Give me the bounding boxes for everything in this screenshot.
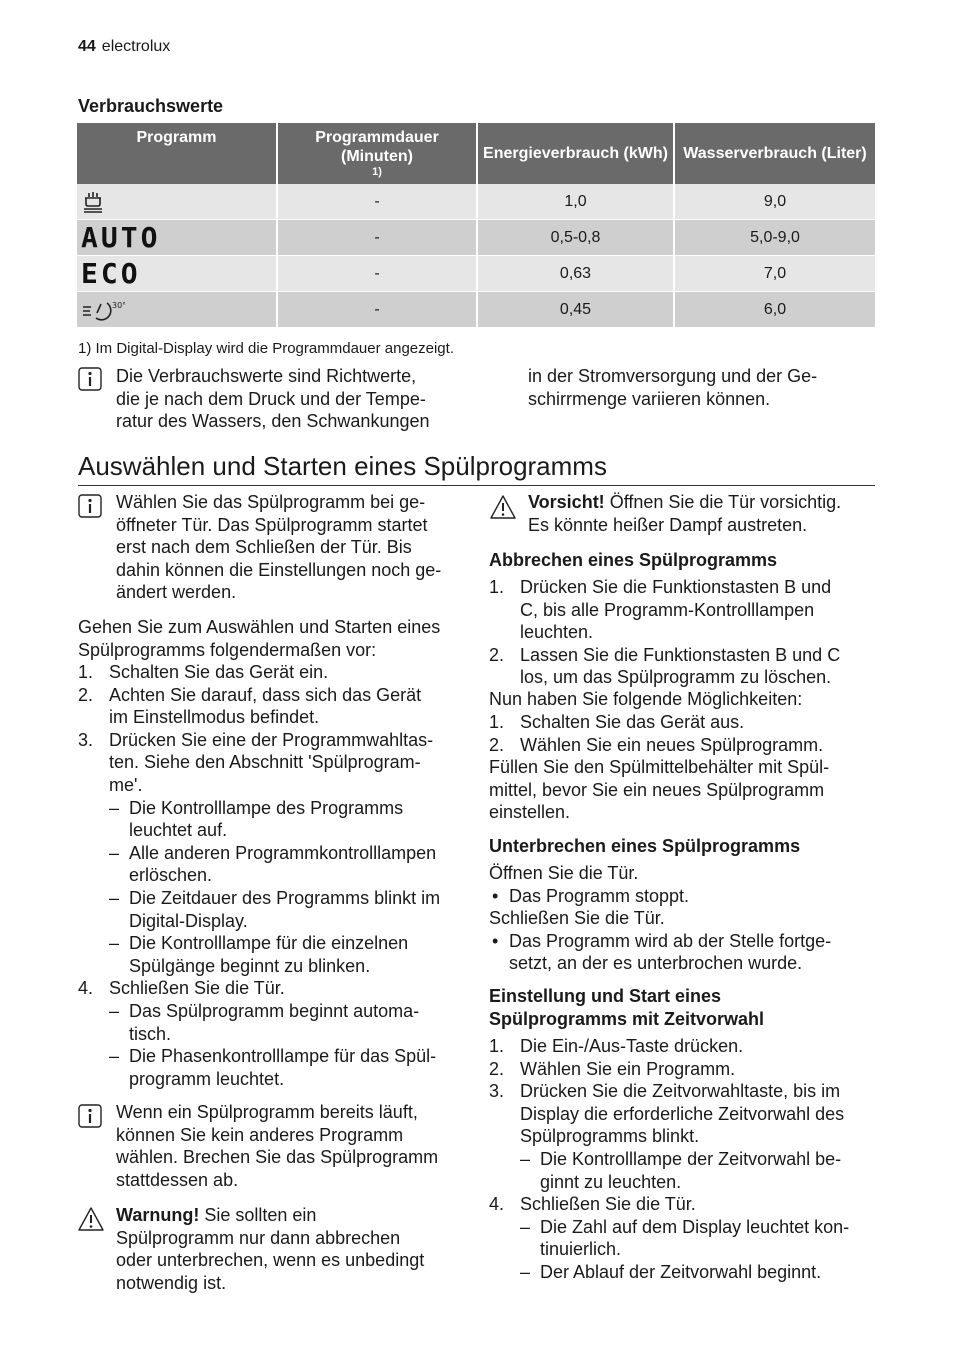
text-line: stattdessen ab.: [116, 1169, 239, 1190]
text-line: Das Programm stoppt.: [509, 885, 690, 906]
list-item-text: [509, 930, 831, 975]
text-line: leuchtet auf.: [129, 820, 228, 841]
column-header: Programm: [77, 123, 277, 184]
list-item-text: [129, 797, 403, 842]
consumption-info-right: [528, 365, 817, 410]
table-footnote: 1) Im Digital-Display wird die Programmdauer angezeigt.: [78, 340, 454, 357]
intensive-pot-icon: [81, 190, 105, 214]
text-line: Die Kontrolllampe für die einzelnen: [129, 933, 409, 954]
text-line: Der Ablauf der Zeitvorwahl beginnt.: [540, 1262, 822, 1282]
text-line: Spülprogramms folgendermaßen vor:: [78, 639, 377, 660]
program-label: ECO: [81, 257, 141, 290]
list-item-text: [489, 907, 665, 930]
table-header-row: [77, 123, 875, 184]
text-line: Die Ein-/Aus-Taste drücken.: [520, 1036, 744, 1056]
footnote-marker: 1): [372, 166, 382, 178]
list-item-text: [109, 729, 433, 797]
list-marker: 1.: [489, 1036, 505, 1056]
text-line: erst nach dem Schließen der Tür. Bis: [116, 537, 412, 558]
column-header: Energieverbrauch (kWh): [477, 123, 674, 184]
text-line: Füllen Sie den Spülmittelbehälter mit Spül-: [489, 757, 830, 777]
list-marker: –: [109, 933, 120, 954]
list-item-text: [109, 977, 285, 1000]
cancel-after-text: [489, 756, 829, 824]
list-item-text: [520, 1193, 696, 1216]
text-line: Spülprogramms blinkt.: [520, 1126, 700, 1147]
consumption-table: [77, 123, 875, 328]
text-line: Die Zeitdauer des Programms blinkt im: [129, 888, 441, 908]
list-marker: •: [492, 930, 499, 951]
quick-30-icon: [81, 298, 125, 322]
water-cell: 9,0: [674, 184, 875, 220]
text-line: in der Stromversorgung und der Ge-: [528, 366, 818, 386]
list-marker: 1.: [489, 577, 505, 597]
text-line: Gehen Sie zum Auswählen und Starten eines: [78, 617, 441, 637]
list-item-text: [520, 576, 831, 644]
text-line: Wählen Sie ein neues Spülprogramm.: [520, 734, 824, 755]
text-line: können Sie kein anderes Programm: [116, 1124, 404, 1145]
text-line: Drücken Sie die Funktionstasten B und: [520, 577, 832, 597]
list-marker: 3.: [78, 729, 94, 750]
list-item-text: [109, 661, 328, 684]
caution-icon: [489, 494, 517, 520]
list-marker: 2.: [78, 684, 94, 705]
list-marker: –: [109, 1001, 120, 1021]
list-marker: –: [109, 797, 120, 818]
column-header: [277, 123, 477, 184]
list-item-text: [129, 842, 436, 887]
list-item-text: [520, 1058, 735, 1081]
text-line: [528, 491, 841, 514]
warning-note: [116, 1204, 424, 1294]
list-item-text: [540, 1216, 849, 1261]
program-cell: [77, 220, 277, 256]
text-line: Digital-Display.: [129, 910, 248, 931]
list-item-text: [489, 862, 638, 885]
list-marker: 2.: [489, 734, 505, 755]
info-icon: [78, 367, 102, 391]
table-row: [77, 220, 875, 256]
list-marker: 2.: [489, 644, 505, 665]
duration-cell: -: [277, 256, 477, 292]
caution-note: [528, 491, 841, 536]
list-item-text: [520, 1035, 743, 1058]
text-line: C, bis alle Programm-Kontrolllampen: [520, 599, 815, 620]
column-header-label: Programmdauer (Minuten): [315, 129, 439, 165]
text-line: programm leuchtet.: [129, 1068, 285, 1089]
text-line: Spülgänge beginnt zu blinken.: [129, 955, 371, 976]
program-cell: [77, 256, 277, 292]
text-line: Die Kontrolllampe des Programms: [129, 797, 404, 818]
text-line: oder unterbrechen, wenn es unbedingt: [116, 1250, 425, 1271]
caution-label: Vorsicht!: [528, 492, 605, 512]
svg-text:30°: 30°: [112, 300, 125, 310]
list-marker: –: [109, 1046, 120, 1067]
interrupt-heading: Unterbrechen eines Spülprogramms: [489, 836, 801, 856]
warning-label: Warnung!: [116, 1205, 200, 1225]
list-item-text: [509, 885, 689, 908]
table-row: [77, 184, 875, 220]
text-line: Spülprogramm nur dann abbrechen: [116, 1227, 401, 1248]
delay-heading: [489, 985, 764, 1030]
energy-cell: 1,0: [477, 184, 674, 220]
warning-icon: [77, 1206, 105, 1232]
select-intro: [78, 616, 440, 661]
text-line: einstellen.: [489, 802, 571, 823]
select-info: [116, 491, 441, 604]
consumption-title: Verbrauchswerte: [78, 96, 224, 116]
list-marker: –: [520, 1216, 531, 1237]
list-marker: 4.: [489, 1194, 505, 1215]
text-line: Schalten Sie das Gerät ein.: [109, 662, 329, 682]
list-marker: 4.: [78, 978, 94, 999]
program-cell: [77, 292, 277, 328]
text-line: Lassen Sie die Funktionstasten B und C: [520, 644, 841, 665]
list-marker: •: [492, 885, 499, 906]
text-line: Wählen Sie ein Programm.: [520, 1058, 736, 1079]
text-line: Alle anderen Programmkontrolllampen: [129, 842, 437, 863]
divider: [78, 485, 875, 486]
duration-cell: -: [277, 184, 477, 220]
list-item-text: [540, 1148, 841, 1193]
text-line: mittel, bevor Sie ein neues Spülprogramm: [489, 779, 825, 800]
text-line: Schließen Sie die Tür.: [520, 1194, 696, 1215]
text-line: [116, 1204, 424, 1227]
program-cell: [77, 184, 277, 220]
text-line: Die Phasenkontrolllampe für das Spül-: [129, 1046, 437, 1067]
text-line: Öffnen Sie die Tür.: [489, 863, 639, 883]
text-line: ginnt zu leuchten.: [540, 1171, 682, 1192]
text-line: Drücken Sie die Zeitvorwahltaste, bis im: [520, 1081, 841, 1102]
text-line: wählen. Brechen Sie das Spülprogramm: [116, 1147, 439, 1168]
water-cell: 5,0-9,0: [674, 220, 875, 256]
list-item-text: [520, 1080, 844, 1148]
cancel-heading: Abbrechen eines Spülprogramms: [489, 550, 778, 570]
text-line: schirrmenge variieren können.: [528, 388, 771, 409]
consumption-info-left: [116, 365, 430, 433]
text-line: dahin können die Einstellungen noch ge-: [116, 559, 442, 580]
text-line: Wählen Sie das Spülprogramm bei ge-: [116, 492, 426, 512]
text-line: ratur des Wassers, den Schwankungen: [116, 411, 430, 432]
list-marker: –: [109, 888, 120, 908]
list-marker: 2.: [489, 1058, 505, 1079]
program-label: AUTO: [81, 221, 161, 254]
water-cell: 6,0: [674, 292, 875, 328]
info-icon: [78, 494, 102, 518]
text-line: ändert werden.: [116, 582, 237, 603]
page-number: 44: [78, 38, 96, 55]
text-line: Schalten Sie das Gerät aus.: [520, 712, 745, 732]
list-marker: –: [109, 842, 120, 863]
section-title: Auswählen und Starten eines Spülprogramms: [78, 451, 607, 481]
list-item-text: [129, 932, 408, 977]
list-item-text: [520, 711, 744, 734]
duration-cell: -: [277, 292, 477, 328]
text-line: tisch.: [129, 1023, 172, 1044]
list-item-text: [129, 1000, 419, 1045]
cancel-options-intro: Nun haben Sie folgende Möglichkeiten:: [489, 689, 803, 709]
text-line: Wenn ein Spülprogramm bereits läuft,: [116, 1102, 418, 1122]
table-row: [77, 256, 875, 292]
list-item-text: [540, 1261, 821, 1284]
list-item-text: [520, 734, 823, 757]
text-line: Es könnte heißer Dampf austreten.: [528, 514, 808, 535]
text-line: me'.: [109, 774, 143, 795]
text-line: Display die erforderliche Zeitvorwahl des: [520, 1103, 845, 1124]
table-row: [77, 292, 875, 328]
text-line: Das Programm wird ab der Stelle fortge-: [509, 930, 832, 951]
energy-cell: 0,45: [477, 292, 674, 328]
text-line: Die Verbrauchswerte sind Richtwerte,: [116, 366, 417, 386]
list-marker: 1.: [78, 662, 94, 682]
text-line: Schließen Sie die Tür.: [109, 978, 285, 999]
list-item-text: [520, 644, 840, 689]
text-line: Das Spülprogramm beginnt automa-: [129, 1001, 420, 1021]
list-marker: 1.: [489, 712, 505, 732]
list-item-text: [109, 684, 421, 729]
water-cell: 7,0: [674, 256, 875, 292]
duration-cell: -: [277, 220, 477, 256]
text-line: Schließen Sie die Tür.: [489, 908, 665, 929]
text-line: Spülprogramms mit Zeitvorwahl: [489, 1008, 765, 1029]
text-line: Einstellung und Start eines: [489, 986, 722, 1006]
text-line: setzt, an der es unterbrochen wurde.: [509, 953, 803, 974]
text-line: öffneter Tür. Das Spülprogramm startet: [116, 514, 428, 535]
list-item-text: [129, 887, 440, 932]
text-line: tinuierlich.: [540, 1239, 622, 1260]
text-line: Achten Sie darauf, dass sich das Gerät: [109, 684, 422, 705]
column-header: Wasserverbrauch (Liter): [674, 123, 875, 184]
list-marker: 3.: [489, 1081, 505, 1102]
list-marker: –: [520, 1149, 531, 1169]
brand-name: electrolux: [101, 38, 171, 55]
running-info: [116, 1101, 438, 1191]
warning-text: Sie sollten ein: [199, 1205, 317, 1225]
text-line: Drücken Sie eine der Programmwahltas-: [109, 729, 434, 750]
energy-cell: 0,5-0,8: [477, 220, 674, 256]
text-line: Die Kontrolllampe der Zeitvorwahl be-: [540, 1149, 842, 1169]
text-line: ten. Siehe den Abschnitt 'Spülprogram-: [109, 752, 421, 773]
page-header: [78, 38, 170, 56]
energy-cell: 0,63: [477, 256, 674, 292]
text-line: leuchten.: [520, 622, 594, 643]
info-icon: [78, 1104, 102, 1128]
text-line: Die Zahl auf dem Display leuchtet kon-: [540, 1216, 850, 1237]
text-line: erlöschen.: [129, 865, 213, 886]
text-line: notwendig ist.: [116, 1272, 227, 1293]
text-line: im Einstellmodus befindet.: [109, 707, 320, 728]
text-line: die je nach dem Druck und der Tempe-: [116, 388, 426, 409]
list-marker: –: [520, 1262, 531, 1282]
caution-text: Öffnen Sie die Tür vorsichtig.: [604, 492, 842, 512]
text-line: los, um das Spülprogramm zu löschen.: [520, 667, 832, 688]
list-item-text: [129, 1045, 436, 1090]
